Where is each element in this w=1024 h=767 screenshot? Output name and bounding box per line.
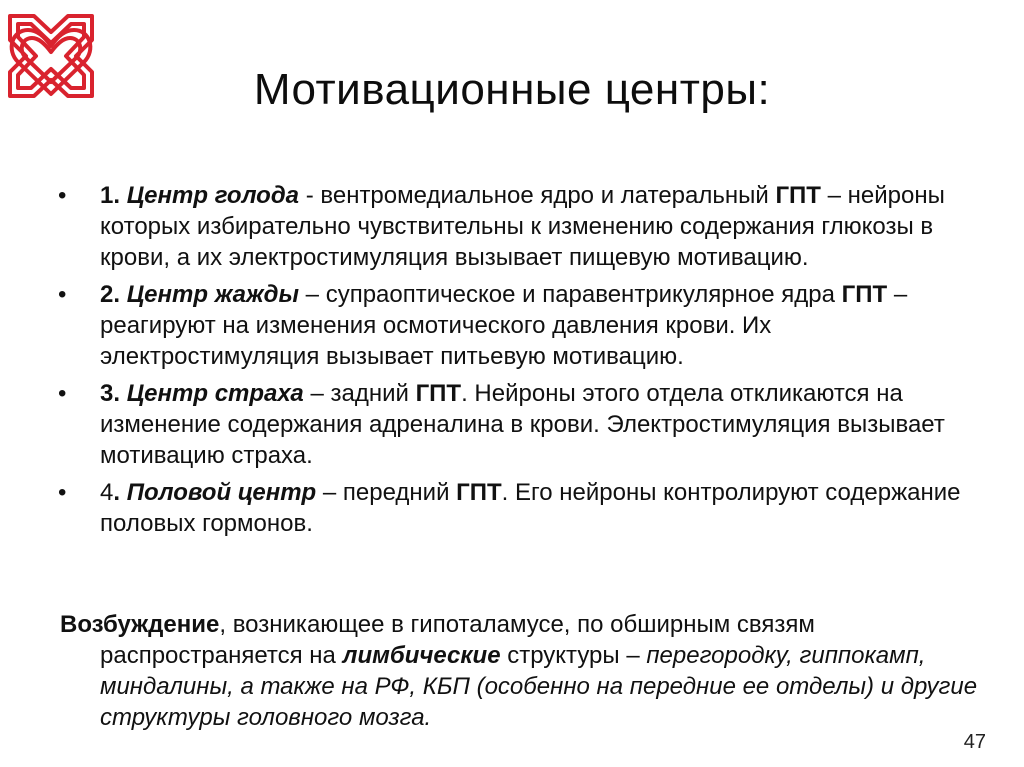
bullet-number: 4 [100, 479, 114, 506]
bullet-number-dot: . [113, 479, 127, 506]
bullet-text: – реагируют на изменения осмотического давления крови. Их электростимуляция вызывает питьевую мотивацию. [100, 281, 908, 370]
bullet-number: 1. [100, 182, 121, 209]
paragraph-text: , возникающее в гипоталамусе, по обширным связям распространяется на [100, 611, 815, 669]
bullet-abbr: ГПТ [415, 380, 462, 407]
bullet-dot-icon: • [58, 380, 67, 407]
bullet-item-hunger [58, 180, 978, 273]
paragraph-text: структуры – [500, 642, 647, 669]
bullet-text: – нейроны которых избирательно чувствительны к изменению содержания глюкозы в крови, а их электростимуляция вызывает пищевую мотивацию. [100, 182, 945, 271]
bullet-text: - вентромедиальное ядро и латеральный [299, 182, 776, 209]
bullet-text: . Его нейроны контролируют содержание половых гормонов. [100, 479, 961, 537]
bullet-dot-icon: • [58, 182, 67, 209]
bullet-number: 2. [100, 281, 121, 308]
paragraph-lead: Возбуждение [60, 611, 220, 638]
bullet-abbr: ГПТ [841, 281, 888, 308]
page-number: 47 [963, 731, 986, 753]
bullet-text: – задний [303, 380, 416, 407]
bullet-item-thirst [58, 279, 978, 372]
paragraph-italic: перегородку, гиппокамп, миндалины, а также на РФ, КБП (особенно на передние ее отделы) и другие структуры головного мозга. [100, 642, 978, 731]
bullet-term: Центр страха [126, 380, 304, 407]
bullet-text: – супраоптическое и паравентрикулярное ядра [299, 281, 842, 308]
bullet-term: Центр жажды [126, 281, 300, 308]
bullet-term: Половой центр [126, 479, 317, 506]
bullet-item-sexual [58, 477, 978, 539]
bullet-dot-icon: • [58, 479, 67, 506]
bullet-term: Центр голода [126, 182, 300, 209]
paragraph-term: лимбические [342, 642, 501, 669]
bullet-text: – передний [316, 479, 457, 506]
bullet-number: 3. [100, 380, 121, 407]
bullet-abbr: ГПТ [775, 182, 821, 209]
bullet-abbr: ГПТ [456, 479, 502, 506]
slide-title: Мотивационные центры: [253, 65, 771, 114]
bullet-text: . Нейроны этого отдела откликаются на изменение содержания адреналина в крови. Электростимуляция вызывает мотивацию страха. [100, 380, 945, 469]
bullet-dot-icon: • [58, 281, 67, 308]
summary-paragraph [60, 609, 1020, 733]
bullet-list [58, 180, 978, 545]
bullet-item-fear [58, 378, 978, 471]
